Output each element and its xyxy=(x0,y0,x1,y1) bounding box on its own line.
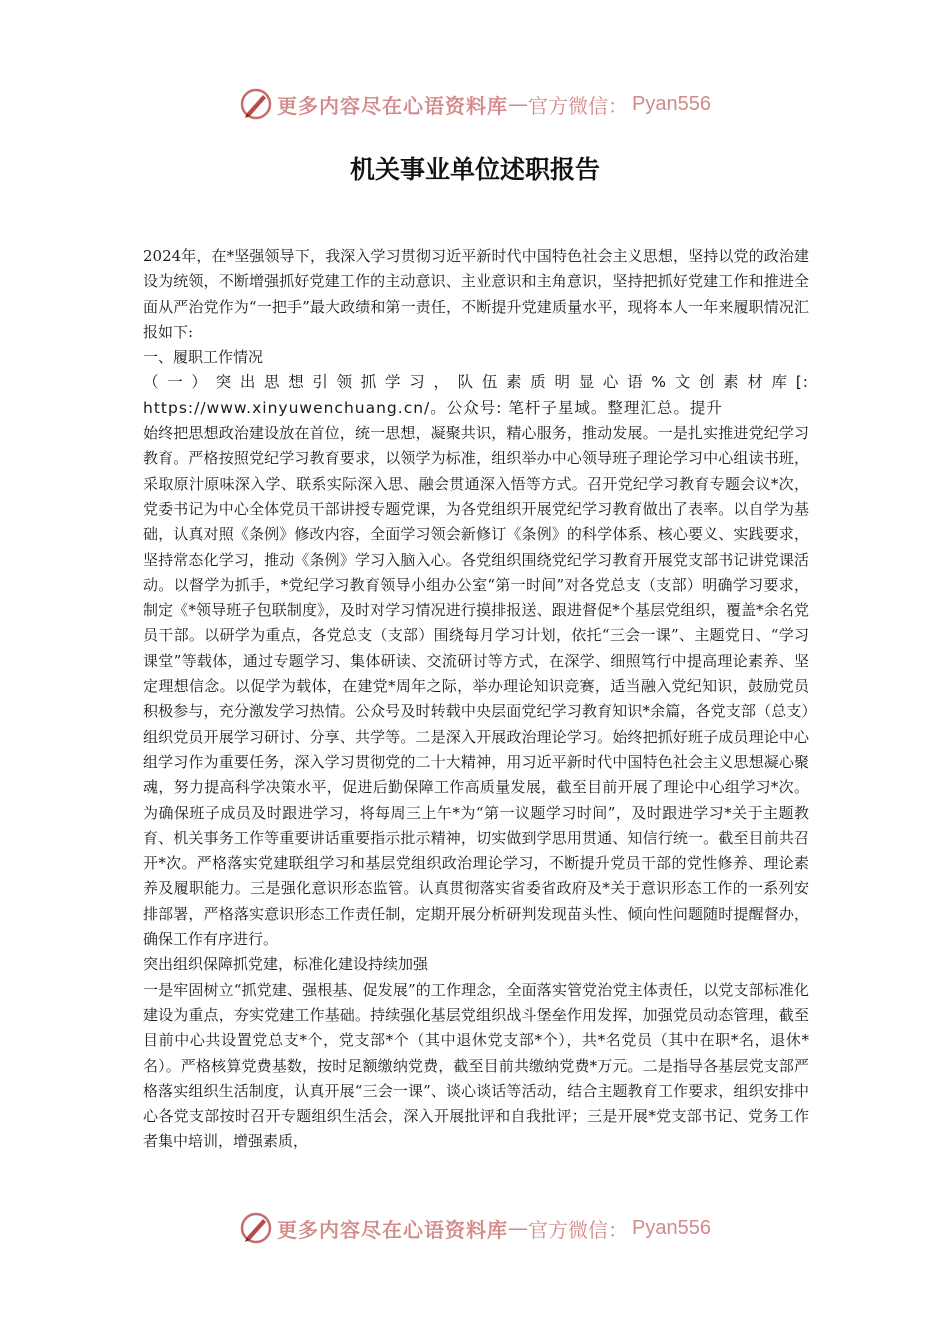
banner-wechat-id: Pyan556 xyxy=(632,92,711,115)
subsection-heading-1: （一）突出思想引领抓学习，队伍素质明显心语%文创素材库[: https://www.xinyuwenchuang.cn/。公众号: 笔杆子星域。整理汇总。提升 xyxy=(143,373,809,417)
pen-logo-icon xyxy=(239,87,273,121)
pen-logo-icon xyxy=(239,1211,273,1245)
banner-wechat-label: 官方微信： xyxy=(528,1217,629,1242)
banner-separator: — xyxy=(508,1216,529,1240)
banner-text: 更多内容尽在心语资料库 xyxy=(277,93,509,118)
intro-paragraph: 2024年，在*坚强领导下，我深入学习贯彻习近平新时代中国特色社会主义思想，坚持以党的政治建设为统领，不断增强抓好党建工作的主动意识、主业意识和主角意识，坚持把抓好党建工作和推进全面从严治党作为“一把手”最大政绩和第一责任，不断提升党建质量水平，现将本人一年来履职情况汇报如下: xyxy=(143,247,809,341)
banner-separator: — xyxy=(508,92,529,116)
subsection-heading-2: 突出组织保障抓党建，标准化建设持续加强 xyxy=(143,955,429,974)
section-heading: 一、履职工作情况 xyxy=(143,348,264,367)
page-title: 机关事业单位述职报告 xyxy=(349,155,600,184)
banner-wechat-id: Pyan556 xyxy=(632,1216,711,1239)
banner-text: 更多内容尽在心语资料库 xyxy=(277,1217,509,1242)
footer-watermark-banner xyxy=(0,1208,950,1248)
body-paragraph-1: 始终把思想政治建设放在首位，统一思想，凝聚共识，精心服务，推动发展。一是扎实推进党纪学习教育。严格按照党纪学习教育要求，以领学为标准，组织举办中心领导班子理论学习中心组读书班，采取原汁原味深入学、联系实际深入思、融会贯通深入悟等方式。召开党纪学习教育专题会议*次，党委书记为中心全体党员干部讲授专题党课，为各党组织开展党纪学习教育做出了表率。以自学为基础，认真对照《条例》修改内容，全面学习领会新修订《条例》的科学体系、核心要义、实践要求，坚持常态化学习，推动《条例》学习入脑入心。各党组织围绕党纪学习教育开展党支部书记讲党课活动。以督学为抓手，*党纪学习教育领导小组办公室“第一时间”对各党总支（支部）明确学习要求，制定《*领导班子包联制度》，及时对学习情况进行摸排报送、跟进督促*个基层党组织，覆盖*余名党员干部。以研学为重点，各党总支（支部）围绕每月学习计划，依托“三会一课”、主题党日、“学习课堂”等载体，通过专题学习、集体研读、交流研讨等方式，在深学、细照笃行中提高理论素养、坚定理想信念。以促学为载体，在建党*周年之际，举办理论知识竞赛，适当融入党纪知识，鼓励党员积极参与，充分激发学习热情。公众号及时转载中央层面党纪学习教育知识*余篇，各党支部（总支）组织党员开展学习研讨、分享、共学等。二是深入开展政治理论学习。始终把抓好班子成员理论中心组学习作为重要任务，深入学习贯彻党的二十大精神，用习近平新时代中国特色社会主义思想凝心聚魂，努力提高科学决策水平，促进后勤保障工作高质量发展，截至目前开展了理论中心组学习*次。为确保班子成员及时跟进学习，将每周三上午*为“第一议题学习时间”，及时跟进学习*关于主题教育、机关事务工作等重要讲话重要指示批示精神，切实做到学思用贯通、知信行统一。截至目前共召开*次。严格落实党建联组学习和基层党组织政治理论学习，不断提升党员干部的党性修养、理论素养及履职能力。三是强化意识形态监管。认真贯彻落实省委省政府及*关于意识形态工作的一系列安排部署，严格落实意识形态工作责任制，定期开展分析研判发现苗头性、倾向性问题随时提醒督办，确保工作有序进行。 xyxy=(143,424,809,949)
body-paragraph-2: 一是牢固树立“抓党建、强根基、促发展”的工作理念，全面落实管党治党主体责任，以党支部标准化建设为重点，夯实党建工作基础。持续强化基层党组织战斗堡垒作用发挥，加强党员动态管理，截至目前中心共设置党总支*个，党支部*个（其中退休党支部*个），共*名党员（其中在职*名，退休*名）。严格核算党费基数，按时足额缴纳党费，截至目前共缴纳党费*万元。二是指导各基层党支部严格落实组织生活制度，认真开展“三会一课”、谈心谈话等活动，结合主题教育工作要求，组织安排中心各党支部按时召开专题组织生活会，深入开展批评和自我批评；三是开展*党支部书记、党务工作者集中培训，增强素质， xyxy=(143,980,809,1151)
document-body xyxy=(143,244,809,1155)
header-watermark-banner xyxy=(0,84,950,124)
banner-wechat-label: 官方微信： xyxy=(528,93,629,118)
